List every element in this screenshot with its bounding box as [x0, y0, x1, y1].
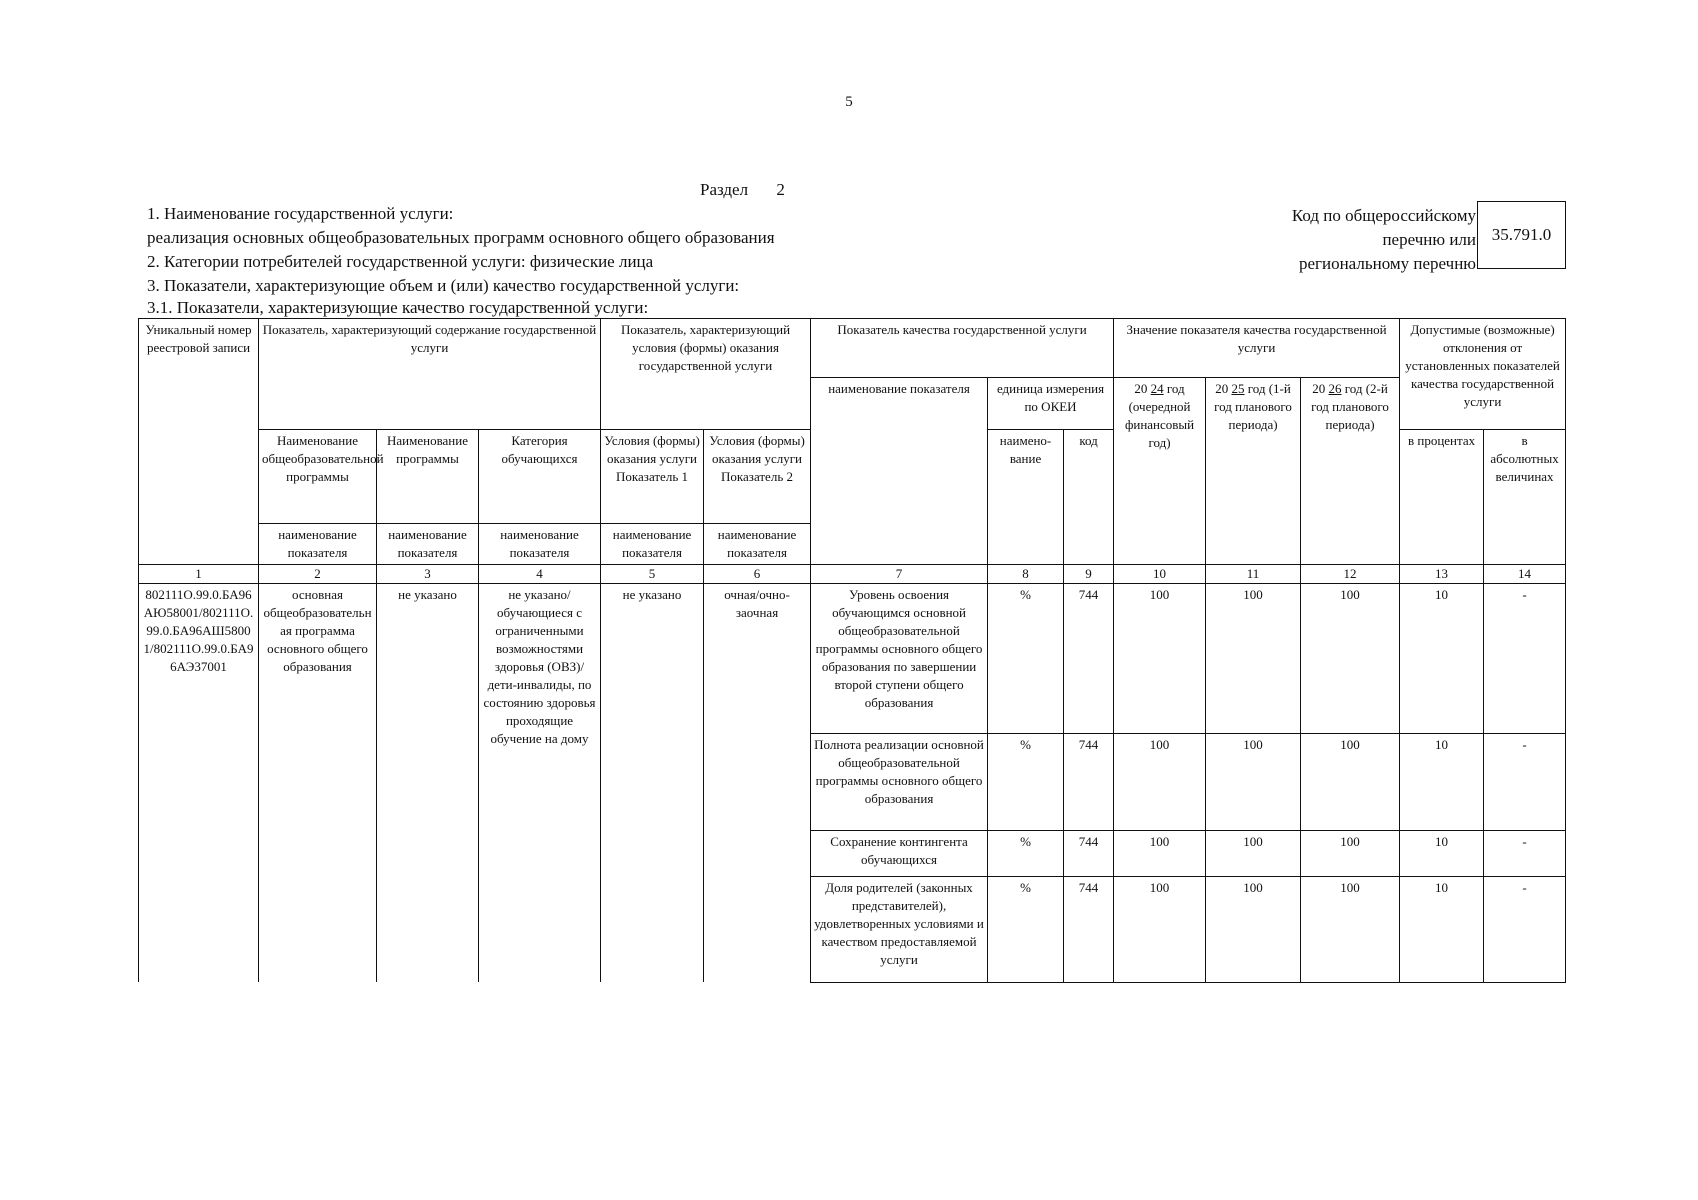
column-number: 10 [1114, 564, 1206, 583]
column-number: 12 [1301, 564, 1400, 583]
section-number: 2 [776, 180, 785, 199]
code-label-line-3: региональному перечню [1298, 254, 1476, 273]
indicator-deviation-percent: 10 [1400, 876, 1484, 982]
indicator-unit: % [988, 583, 1064, 733]
indicator-name: Доля родителей (законных представителей), удовлетворенных условиями и качеством предоставляемой услуги [811, 876, 988, 982]
registry-code-box [1477, 201, 1566, 269]
column-number: 8 [988, 564, 1064, 583]
column-number: 4 [479, 564, 601, 583]
indicator-value-3: 100 [1301, 583, 1400, 733]
indicator-value-2: 100 [1206, 583, 1301, 733]
indicator-code: 744 [1064, 830, 1114, 876]
indicator-deviation-absolute: - [1484, 733, 1566, 830]
header-condition-2: Условия (формы) оказания услуги Показатель 2 [704, 429, 811, 523]
header-values: Значение показателя качества государственной услуги [1114, 319, 1400, 378]
column-numbers-row [139, 564, 1566, 583]
column-number: 3 [377, 564, 479, 583]
header-content: Показатель, характеризующий содержание государственной услуги [259, 319, 601, 378]
indicator-unit: % [988, 876, 1064, 982]
registry-code-label [1250, 204, 1476, 276]
indicator-value-2: 100 [1206, 876, 1301, 982]
header-percent: в процентах [1400, 429, 1484, 564]
indicator-unit: % [988, 733, 1064, 830]
category: не указано/ обучающиеся с ограниченными возможностями здоровья (ОВЗ)/дети-инвалиды, по состоянию здоровья проходящие обучение на дому [479, 583, 601, 982]
quality-indicators-table [138, 318, 1566, 983]
header-unit: единица измерения по ОКЕИ [988, 377, 1114, 429]
program-name: не указано [377, 583, 479, 982]
column-number: 13 [1400, 564, 1484, 583]
header-conditions-spacer [601, 377, 811, 429]
program-type: основная общеобразовательная программа основного общего образования [259, 583, 377, 982]
header-condition-1: Условия (формы) оказания услуги Показатель 1 [601, 429, 704, 523]
indicator-name: Уровень освоения обучающимся основной общеобразовательной программы основного общего образования по завершении второй ступени общего образования [811, 583, 988, 733]
indicator-deviation-absolute: - [1484, 830, 1566, 876]
indicator-value-3: 100 [1301, 876, 1400, 982]
quality-indicators-heading: 3.1. Показатели, характеризующие качество государственной услуги: [147, 298, 649, 317]
code-label-line-1: Код по общероссийскому [1291, 206, 1476, 225]
indicator-value-1: 100 [1114, 583, 1206, 733]
header-unit-code: код [1064, 429, 1114, 564]
sub-indicator-name: наименование показателя [479, 523, 601, 564]
header-content-spacer [259, 377, 601, 429]
indicator-code: 744 [1064, 583, 1114, 733]
section-label: Раздел [700, 180, 749, 199]
header-conditions: Показатель, характеризующий условия (формы) оказания государственной услуги [601, 319, 811, 378]
column-number: 5 [601, 564, 704, 583]
service-name-heading: 1. Наименование государственной услуги: [147, 204, 454, 223]
indicator-deviation-percent: 10 [1400, 583, 1484, 733]
indicator-name: Сохранение контингента обучающихся [811, 830, 988, 876]
section-header [700, 180, 785, 200]
indicator-value-1: 100 [1114, 876, 1206, 982]
indicator-value-1: 100 [1114, 733, 1206, 830]
sub-indicator-name: наименование показателя [377, 523, 479, 564]
indicator-deviation-percent: 10 [1400, 733, 1484, 830]
indicator-value-2: 100 [1206, 733, 1301, 830]
column-number: 7 [811, 564, 988, 583]
column-number: 14 [1484, 564, 1566, 583]
indicator-value-3: 100 [1301, 733, 1400, 830]
header-quality: Показатель качества государственной услуги [811, 319, 1114, 378]
code-label-line-2: перечню или [1382, 230, 1476, 249]
sub-indicator-name: наименование показателя [259, 523, 377, 564]
column-number: 6 [704, 564, 811, 583]
header-deviation: Допустимые (возможные) отклонения от установленных показателей качества государственной услуги [1400, 319, 1566, 430]
indicators-heading: 3. Показатели, характеризующие объем и (или) качество государственной услуги: [147, 276, 740, 295]
registry-code-value: 35.791.0 [1491, 225, 1552, 244]
header-category: Категория обучающихся [479, 429, 601, 523]
header-program-type: Наименование общеобразовательной программы [259, 429, 377, 523]
condition-2: очная/очно-заочная [704, 583, 811, 982]
indicator-deviation-percent: 10 [1400, 830, 1484, 876]
column-number: 1 [139, 564, 259, 583]
column-number: 9 [1064, 564, 1114, 583]
table-row [139, 583, 1566, 733]
indicator-unit: % [988, 830, 1064, 876]
condition-1: не указано [601, 583, 704, 982]
header-unit-name: наимено-вание [988, 429, 1064, 564]
sub-indicator-name: наименование показателя [601, 523, 704, 564]
service-name: реализация основных общеобразовательных программ основного общего образования [147, 228, 775, 247]
indicator-value-2: 100 [1206, 830, 1301, 876]
page-number: 5 [845, 94, 853, 110]
column-number: 11 [1206, 564, 1301, 583]
header-year-1: 20 24 год (очередной финансовый год) [1114, 377, 1206, 564]
indicator-deviation-absolute: - [1484, 876, 1566, 982]
header-indicator-name: наименование показателя [811, 377, 988, 564]
column-number: 2 [259, 564, 377, 583]
indicator-value-3: 100 [1301, 830, 1400, 876]
header-year-3: 20 26 год (2-й год планового периода) [1301, 377, 1400, 564]
indicator-code: 744 [1064, 733, 1114, 830]
header-year-2: 20 25 год (1-й год планового периода) [1206, 377, 1301, 564]
header-absolute: в абсолютных величинах [1484, 429, 1566, 564]
consumer-categories: 2. Категории потребителей государственной услуги: физические лица [147, 252, 654, 271]
indicator-name: Полнота реализации основной общеобразовательной программы основного общего образования [811, 733, 988, 830]
header-registry: Уникальный номер реестровой записи [139, 319, 259, 565]
indicator-deviation-absolute: - [1484, 583, 1566, 733]
indicator-value-1: 100 [1114, 830, 1206, 876]
indicator-code: 744 [1064, 876, 1114, 982]
header-program-name: Наименование программы [377, 429, 479, 523]
registry-number: 802111О.99.0.БА96АЮ58001/802111О.99.0.БА96АШ58001/802111О.99.0.БА96АЭ37001 [139, 583, 259, 982]
sub-indicator-name: наименование показателя [704, 523, 811, 564]
